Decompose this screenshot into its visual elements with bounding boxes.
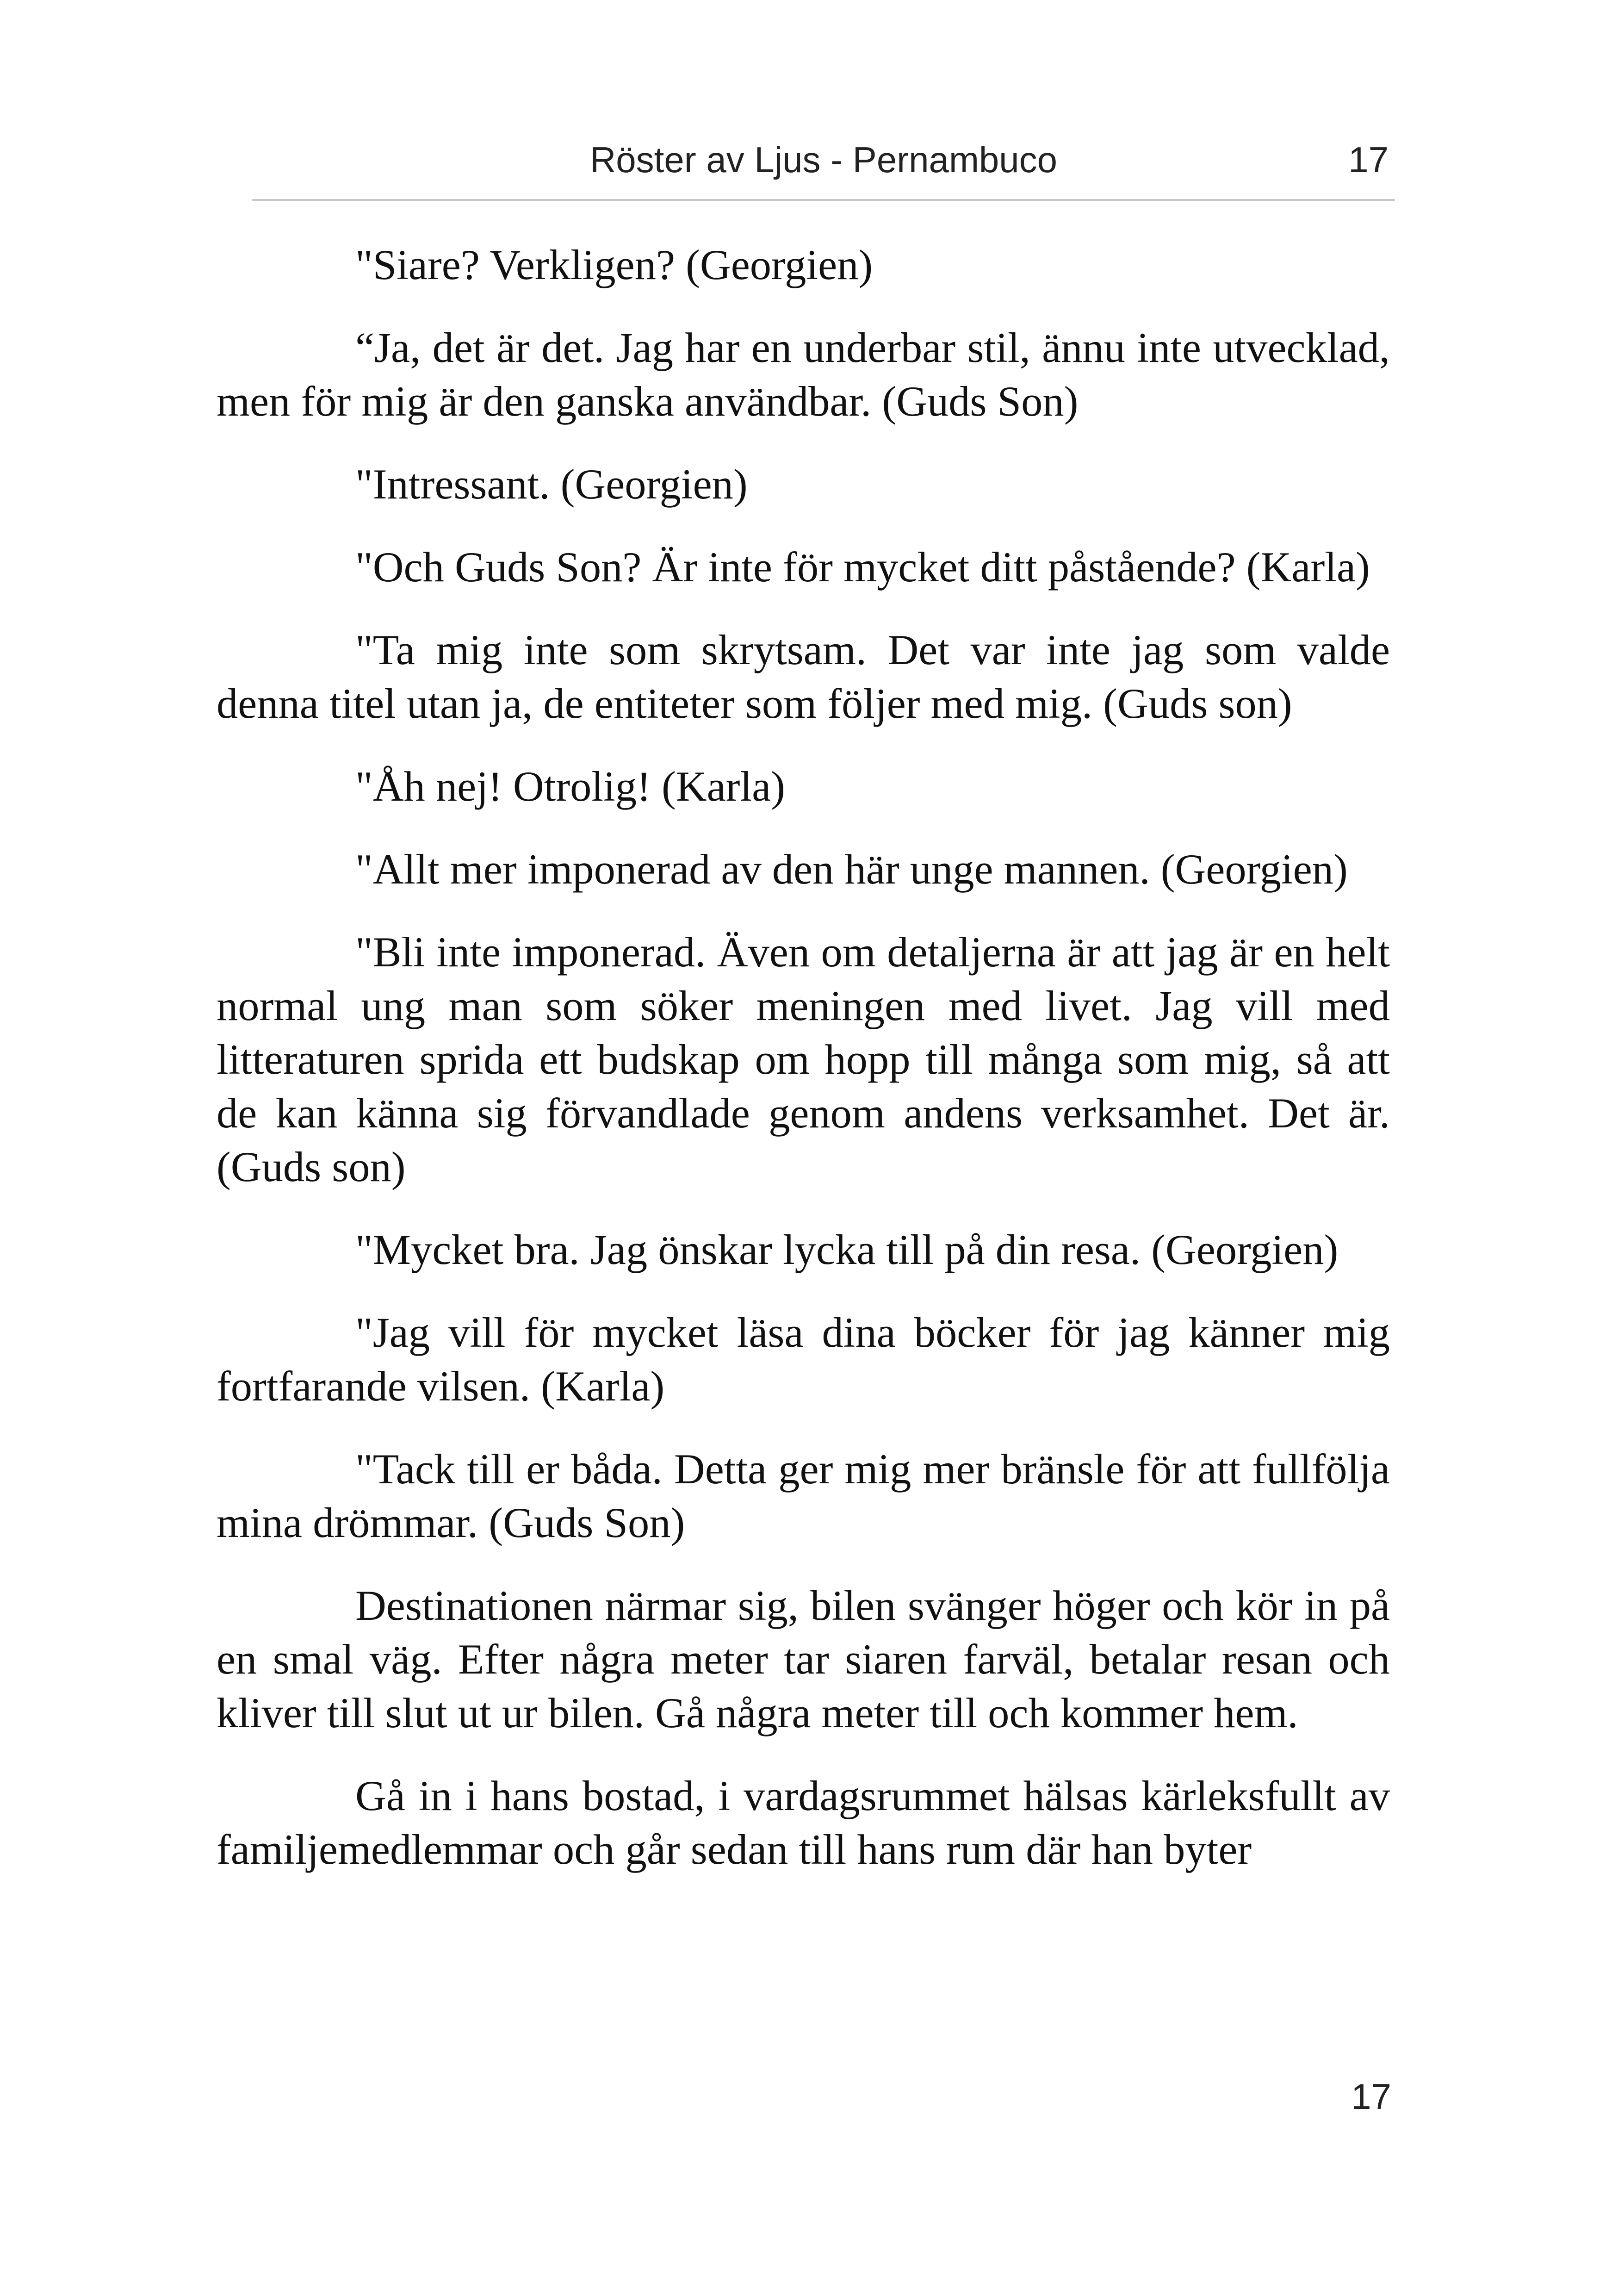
- header-page-number: 17: [1348, 139, 1389, 180]
- paragraph: "Allt mer imponerad av den här unge mannen. (Georgien): [355, 846, 1348, 893]
- paragraph: “Ja, det är det. Jag har en underbar stil, ännu inte utvecklad, men för mig är den ganska användbar. (Guds Son): [217, 324, 1390, 425]
- body-text: [217, 238, 1390, 1877]
- paragraph: Destinationen närmar sig, bilen svänger höger och kör in på en smal väg. Efter några meter tar siaren farväl, betalar resan och kliver till slut ut ur bilen. Gå några meter till och kommer hem.: [217, 1582, 1390, 1737]
- paragraph: "Åh nej! Otrolig! (Karla): [355, 763, 786, 810]
- paragraph: "Ta mig inte som skrytsam. Det var inte jag som valde denna titel utan ja, de entiteter som följer med mig. (Guds son): [217, 627, 1390, 728]
- paragraph: "Bli inte imponerad. Även om detaljerna är att jag är en helt normal ung man som söker meningen med livet. Jag vill med litteraturen sprida ett budskap om hopp till många som mig, så att de kan känna sig förvandlade genom andens verksamhet. Det är. (Guds son): [217, 929, 1390, 1191]
- paragraph: "Och Guds Son? Är inte för mycket ditt påstående? (Karla): [355, 544, 1370, 591]
- paragraph: "Mycket bra. Jag önskar lycka till på din resa. (Georgien): [355, 1226, 1339, 1274]
- paragraph: "Jag vill för mycket läsa dina böcker för jag känner mig fortfarande vilsen. (Karla): [217, 1309, 1390, 1410]
- paragraph: Gå in i hans bostad, i vardagsrummet hälsas kärleksfullt av familjemedlemmar och går sedan till hans rum där han byter: [217, 1773, 1390, 1873]
- footer-page-number: 17: [1351, 2076, 1391, 2117]
- paragraph: "Intressant. (Georgien): [355, 461, 748, 508]
- running-title: Röster av Ljus - Pernambuco: [589, 139, 1058, 180]
- header-divider: [252, 199, 1395, 201]
- running-header: [252, 134, 1395, 190]
- paragraph: "Tack till er båda. Detta ger mig mer bränsle för att fullfölja mina drömmar. (Guds Son): [217, 1446, 1390, 1547]
- paragraph: "Siare? Verkligen? (Georgien): [355, 242, 873, 289]
